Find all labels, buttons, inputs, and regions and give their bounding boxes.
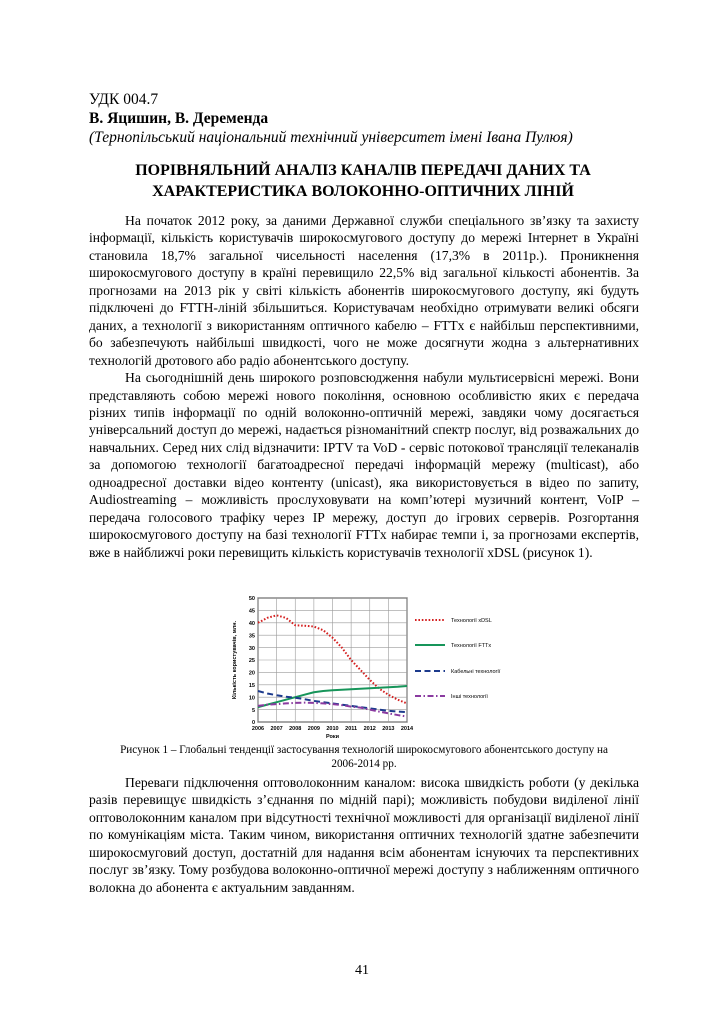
y-tick-label: 45: [248, 608, 255, 615]
legend-label-3: Кабельні технології: [451, 669, 501, 675]
y-tick-label: 50: [248, 596, 255, 603]
figure-caption-line-2: 2006-2014 рр.: [331, 758, 397, 770]
y-tick-label: 15: [248, 683, 255, 689]
authors: В. Яцишин, В. Деременда: [89, 110, 269, 127]
x-tick-label: 2009: [307, 726, 320, 732]
paper-title-line-1: ПОРІВНЯЛЬНИЙ АНАЛІЗ КАНАЛІВ ПЕРЕДАЧІ ДАНИХ ТА: [135, 162, 591, 179]
y-tick-label: 25: [248, 658, 255, 665]
x-tick-label: 2014: [400, 726, 414, 732]
legend-label-2: Технології FTTx: [451, 643, 492, 649]
y-tick-label: 35: [248, 633, 255, 640]
x-tick-label: 2008: [289, 726, 302, 732]
legend-label-1: Технології xDSL: [451, 618, 492, 624]
x-tick-label: 2012: [363, 726, 376, 732]
figure-caption: [89, 743, 639, 771]
x-axis-label: Роки: [325, 734, 340, 738]
y-tick-label: 20: [248, 670, 255, 677]
paragraph-2: На сьогоднішній день широкого розповсюдження набули мультисервісні мережі. Вони представляють собою мережі нового покоління, основною особливістю яких є передача різних типів інформації по одній волоконно-оптичній мережі, завдяки чому досягається універсальний доступ до мережі, надається різноманітний спектр послуг, від розважальних до навчальних. Серед них слід відзначити: IPTV та VoD - сервіс потокової трансляції телеканалів за допомогою технології багатоадресної передачі інформацій мережу (multicast), або одноадресної доставки відео контенту (unicast), яка використовується в відео по запиту, Audiostreaming – можливість прослуховувати на комп’ютері музичний контент, VoIP – передача голосового трафіку через IP мережу, доступ до ігрових серверів. Розгортання широкосмугового доступу на базі технології FTTx набирає темпи і, за прогнозами експертів, вже в найближчі роки перевищить кількість користувачів технології xDSL (рисунок 1).: [89, 370, 639, 560]
y-tick-label: 10: [248, 695, 255, 702]
y-axis-label: Кількість користувачів, млн.: [232, 620, 238, 700]
y-tick-label: 40: [248, 621, 255, 627]
body-text-block-2: [89, 774, 639, 896]
udk-code: УДК 004.7: [89, 91, 159, 108]
paper-title-line-2: ХАРАКТЕРИСТИКА ВОЛОКОННО-ОПТИЧНИХ ЛІНІЙ: [152, 183, 574, 200]
page-number: 41: [355, 963, 369, 978]
figure-caption-line-1: Рисунок 1 – Глобальні тенденції застосування технологій широкосмугового абонентського доступу на: [120, 744, 608, 756]
paper-title: [89, 160, 637, 202]
legend-label-4: Інші технології: [451, 694, 488, 700]
paragraph-3: Переваги підключення оптоволоконним каналом: висока швидкість роботи (у декілька разів перевищує швидкість з’єднання по мідній парі); можливість побудови виділеної лінії оптоволоконним каналом при відсутності технічної можливості для організації виділеної лінії по комунікаціям міста. Таким чином, використання оптичних технологій здатне забезпечити широкосмуговий доступ, достатній для надання всім абонентам існуючих та перспективних послуг зв’язку. Тому розбудова волоконно-оптичної мережі доступу з наближенням оптичного волокна до абонента є актуальним завданням.: [89, 775, 639, 895]
y-tick-label: 5: [251, 707, 255, 714]
line-chart: [220, 590, 640, 738]
body-text-block-1: [89, 212, 639, 561]
y-tick-label: 0: [251, 720, 255, 727]
affiliation: (Тернопільський національний технічний університет імені Івана Пулюя): [89, 129, 573, 146]
paragraph-1: На початок 2012 року, за даними Державної служби спеціального зв’язку та захисту інформації, кількість користувачів широкосмугового доступу до мережі Інтернет в Україні становила 18,7% загальної чисельності населення (17,3% в 2011р.). Проникнення широкосмугового доступу в країні перевищило 22,5% від загальної кількості абонентів. За прогнозами на 2013 рік у світі кількість абонентів широкосмугового доступу, які будуть підключені до FTTH-ліній збільшиться. Користувачам необхідно отримувати великі обсяги даних, а технології з використанням оптичного кабелю – FTTx є найбільш перспективними, бо забезпечують найбільші швидкості, чого не може досягнути жодна з альтернативних технологій дротового або радіо абонентського доступу.: [89, 213, 639, 368]
x-tick-label: 2006: [251, 726, 265, 732]
x-tick-label: 2010: [326, 726, 339, 732]
x-tick-label: 2011: [345, 726, 358, 732]
x-tick-label: 2013: [382, 726, 395, 732]
x-tick-label: 2007: [270, 726, 283, 732]
figure-1: [220, 590, 640, 738]
y-tick-label: 30: [248, 645, 255, 652]
